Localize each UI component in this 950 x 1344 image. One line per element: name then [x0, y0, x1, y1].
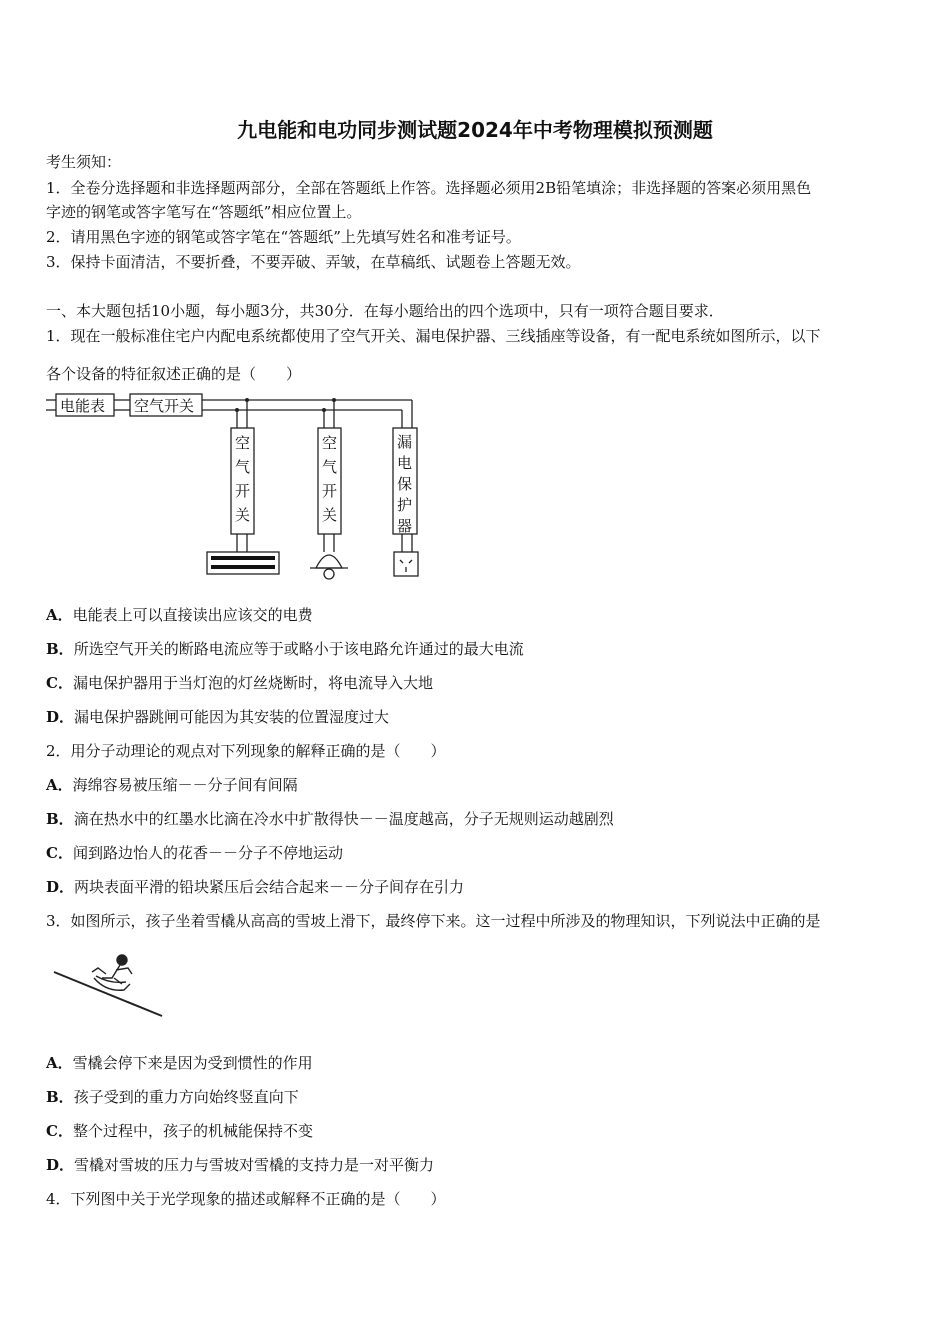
page-title: 九电能和电功同步测试题2024年中考物理模拟预测题	[237, 118, 713, 142]
q2-option-b: B．滴在热水中的红墨水比滴在冷水中扩散得快－－温度越高，分子无规则运动越剧烈	[46, 810, 614, 828]
notice-heading: 考生须知：	[46, 153, 122, 171]
heater-icon	[207, 552, 279, 574]
notice-line-1: 1．全卷分选择题和非选择题两部分，全部在答题纸上作答。选择题必须用2B铅笔填涂；非选择题的答案必须用黑色	[46, 179, 812, 197]
sled-child-icon	[92, 955, 132, 990]
section-heading: 一、本大题包括10小题，每小题3分，共30分．在每小题给出的四个选项中，只有一项符合题目要求．	[46, 302, 724, 320]
q3-option-c: C．整个过程中，孩子的机械能保持不变	[46, 1122, 313, 1140]
q2-option-c: C．闻到路边怡人的花香－－分子不停地运动	[46, 844, 343, 862]
branch3-label-char: 保	[397, 475, 413, 493]
q1-option-d: D．漏电保护器跳闸可能因为其安装的位置湿度过大	[46, 708, 390, 726]
q2-stem: 2．用分子动理论的观点对下列现象的解释正确的是（ ）	[46, 742, 446, 760]
lamp-icon	[310, 555, 348, 579]
q3-option-b: B．孩子受到的重力方向始终竖直向下	[46, 1088, 299, 1106]
branch3-label-char: 护	[397, 496, 413, 514]
notice-line-3: 2．请用黑色字迹的钢笔或答字笔在“答题纸”上先填写姓名和准考证号。	[46, 228, 521, 246]
main-switch-label: 空气开关	[134, 397, 195, 415]
q2-option-a: A．海绵容易被压缩－－分子间有间隔	[46, 776, 298, 794]
q1-option-b: B．所选空气开关的断路电流应等于或略小于该电路允许通过的最大电流	[46, 640, 524, 658]
branch2-label-char: 气	[322, 458, 338, 476]
meter-label: 电能表	[60, 397, 106, 415]
q1-option-c: C．漏电保护器用于当灯泡的灯丝烧断时，将电流导入大地	[46, 674, 433, 692]
branch1-label-char: 关	[235, 506, 251, 524]
q1-option-a: A．电能表上可以直接读出应该交的电费	[46, 606, 313, 624]
q1-stem-line-1: 1．现在一般标准住宅户内配电系统都使用了空气开关、漏电保护器、三线插座等设备，有一配电系统如图所示，以下	[46, 327, 821, 345]
notice-line-2: 字迹的钢笔或答字笔写在“答题纸”相应位置上。	[46, 203, 362, 221]
branch3-label-char: 电	[397, 454, 413, 472]
branch2-label-char: 关	[322, 506, 338, 524]
q3-option-a: A．雪橇会停下来是因为受到惯性的作用	[46, 1054, 313, 1072]
q1-circuit-diagram	[46, 392, 426, 582]
branch2-label-char: 空	[322, 434, 338, 452]
q3-option-d: D．雪橇对雪坡的压力与雪坡对雪橇的支持力是一对平衡力	[46, 1156, 435, 1174]
sled-slope-illustration	[50, 948, 170, 1020]
branch2-label-char: 开	[322, 482, 338, 500]
branch3-label-char: 器	[397, 517, 413, 535]
branch1-label-char: 开	[235, 482, 251, 500]
q2-option-d: D．两块表面平滑的铅块紧压后会结合起来－－分子间存在引力	[46, 878, 465, 896]
branch1-label-char: 气	[235, 458, 251, 476]
q1-stem-line-2: 各个设备的特征叙述正确的是（ ）	[46, 365, 302, 383]
notice-line-4: 3．保持卡面清洁，不要折叠，不要弄破、弄皱，在草稿纸、试题卷上答题无效。	[46, 253, 581, 271]
q3-stem: 3．如图所示，孩子坐着雪橇从高高的雪坡上滑下，最终停下来。这一过程中所涉及的物理知识，下列说法中正确的是	[46, 912, 821, 930]
q4-stem: 4．下列图中关于光学现象的描述或解释不正确的是（ ）	[46, 1190, 446, 1208]
branch1-label-char: 空	[235, 434, 251, 452]
socket-icon	[394, 552, 418, 576]
branch3-label-char: 漏	[397, 433, 413, 451]
